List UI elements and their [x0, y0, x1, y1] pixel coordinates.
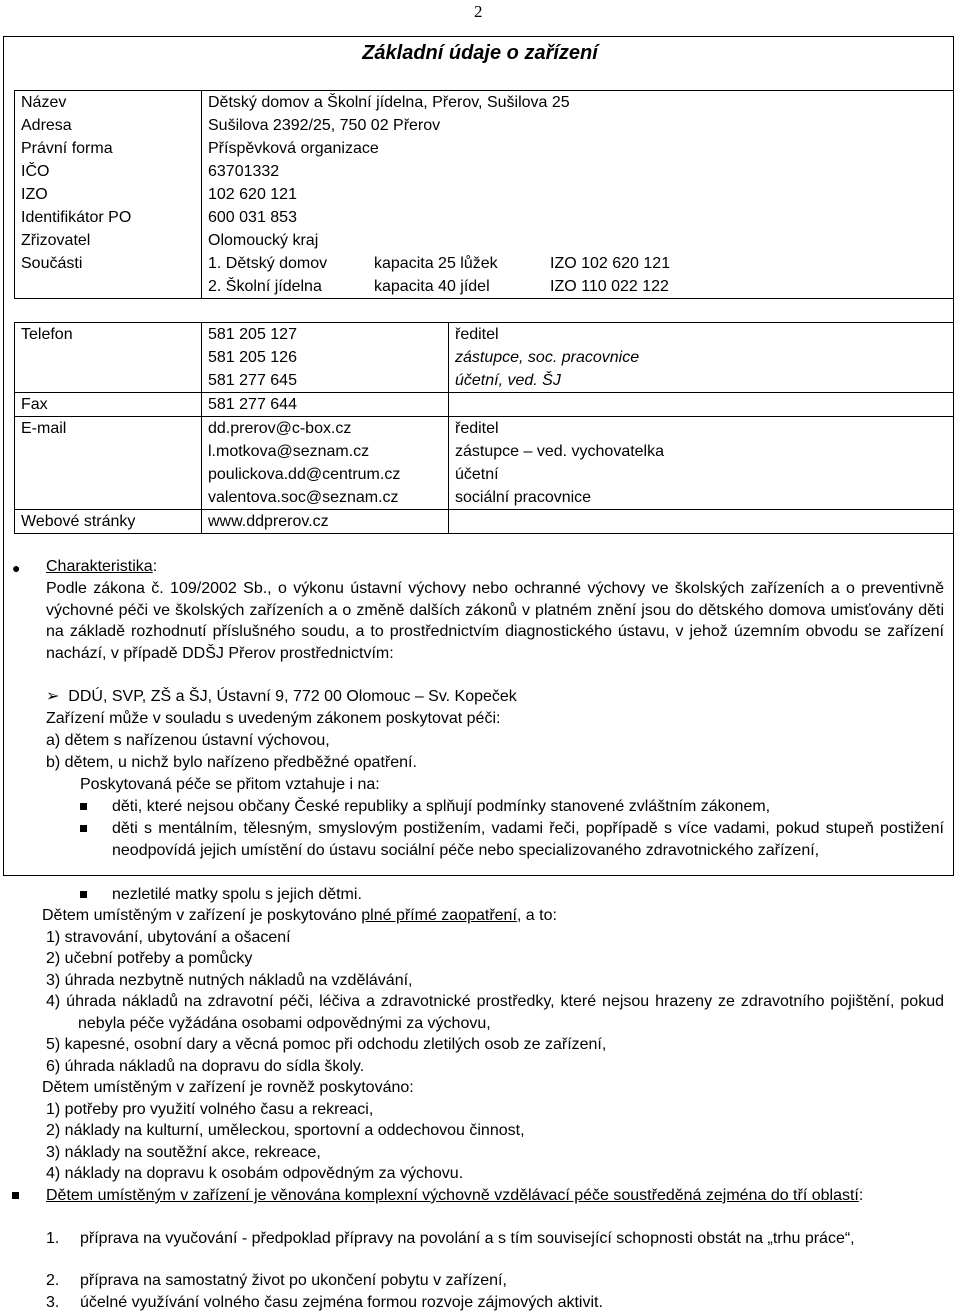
full-care-item: 3) úhrada nezbytně nutných nákladů na vzdělávání, — [46, 972, 413, 989]
complex-number: 1. — [46, 1230, 60, 1247]
component-row — [15, 252, 954, 275]
email-role: účetní — [449, 463, 954, 486]
page-title: Základní údaje o zařízení — [362, 42, 598, 64]
complex-item: účelné využívání volného času zejména formou rozvoje zájmových aktivit. — [80, 1294, 603, 1311]
arrow-icon: ➢ — [46, 688, 69, 705]
phone-role: účetní, ved. ŠJ — [449, 369, 954, 393]
email-label: E-mail — [15, 417, 202, 441]
phone-role: zástupce, soc. pracovnice — [449, 346, 954, 369]
info-value: Dětský domov a Školní jídelna, Přerov, Sušilova 25 — [202, 91, 954, 115]
component-izo: IZO 110 022 122 — [544, 275, 954, 299]
info-label: IČO — [15, 160, 202, 183]
full-care-item: 5) kapesné, osobní dary a věcná pomoc při odchodu zletilých osob ze zařízení, — [46, 1036, 607, 1053]
info-value: 102 620 121 — [202, 183, 954, 206]
info-row — [15, 114, 954, 137]
info-row — [15, 160, 954, 183]
email-role: zástupce – ved. vychovatelka — [449, 440, 954, 463]
fax-label: Fax — [15, 393, 202, 417]
phone-role: ředitel — [449, 323, 954, 347]
square-bullet-icon — [80, 803, 87, 810]
full-care-item: 6) úhrada nákladů na dopravu do sídla školy. — [46, 1058, 365, 1075]
info-row — [15, 91, 954, 115]
contacts-table — [14, 322, 954, 534]
care-intro: Zařízení může v souladu s uvedeným zákonem poskytovat péči: — [46, 710, 501, 727]
email-role: ředitel — [449, 417, 954, 441]
fax-number: 581 277 644 — [202, 393, 449, 417]
info-label: Název — [15, 91, 202, 115]
email-address[interactable]: dd.prerov@c-box.cz — [202, 417, 449, 441]
characteristics-heading: Charakteristika: — [46, 558, 158, 575]
info-value: Sušilova 2392/25, 750 02 Přerov — [202, 114, 954, 137]
complex-number: 3. — [46, 1294, 60, 1311]
also-item: 3) náklady na soutěžní akce, rekreace, — [46, 1144, 321, 1161]
component-name: 1. Dětský domov — [208, 255, 328, 272]
info-row — [15, 206, 954, 229]
full-care-item: 4) úhrada nákladů na zdravotní péči, léčiva a zdravotnické prostředky, které nejsou hrazeny ze zdravotního pojištění, pokud nebyla péče vyžádána osobami odpovědnými za výchovu, — [46, 993, 944, 1032]
square-bullet-icon — [12, 1185, 32, 1207]
complex-item: příprava na samostatný život po ukončení pobytu v zařízení, — [80, 1272, 507, 1289]
also-item: 2) náklady na kulturní, uměleckou, sportovní a oddechovou činnost, — [46, 1122, 525, 1139]
phone-number: 581 205 127 — [202, 323, 449, 347]
also-item: 1) potřeby pro využití volného času a rekreaci, — [46, 1101, 374, 1118]
component-name: 2. Školní jídelna — [202, 275, 369, 299]
also-item: 4) náklady na dopravu k osobám odpovědným za výchovu. — [46, 1165, 464, 1182]
arrow-item: ➢ DDÚ, SVP, ZŠ a ŠJ, Ústavní 9, 772 00 Olomouc – Sv. Kopeček — [46, 688, 517, 705]
email-role: sociální pracovnice — [449, 486, 954, 510]
info-label: IZO — [15, 183, 202, 206]
page-number: 2 — [474, 2, 483, 21]
web-label: Webové stránky — [15, 510, 202, 534]
full-care-item: 1) stravování, ubytování a ošacení — [46, 929, 291, 946]
applies-text: děti s mentálním, tělesným, smyslovým postižením, vadami řeči, popřípadě s více vadami, pokud stupeň postižení neodpovídá jejich umístění do ústavu sociální péče nebo specializovaného zdravotnického zařízení, — [112, 820, 944, 859]
components-label: Součásti — [15, 252, 202, 275]
info-table — [14, 90, 954, 299]
info-row — [15, 137, 954, 160]
phone-number: 581 205 126 — [202, 346, 449, 369]
care-item: a) dětem s nařízenou ústavní výchovou, — [46, 732, 330, 749]
bullet-icon: ● — [12, 560, 21, 576]
phone-number: 581 277 645 — [202, 369, 449, 393]
info-label: Zřizovatel — [15, 229, 202, 252]
info-row — [15, 183, 954, 206]
email-address[interactable]: poulickova.dd@centrum.cz — [202, 463, 449, 486]
info-value: Příspěvková organizace — [202, 137, 954, 160]
phone-label: Telefon — [15, 323, 202, 347]
web-link[interactable]: www.ddprerov.cz — [202, 510, 449, 534]
full-care-intro: Dětem umístěným v zařízení je poskytováno plné přímé zaopatření, a to: — [42, 907, 557, 924]
info-value: 63701332 — [202, 160, 954, 183]
info-row — [15, 229, 954, 252]
component-capacity: kapacita 25 lůžek — [374, 255, 498, 272]
info-value: 600 031 853 — [202, 206, 954, 229]
applies-text: nezletilé matky spolu s jejich dětmi. — [112, 886, 362, 903]
component-capacity: kapacita 40 jídel — [368, 275, 544, 299]
square-bullet-icon — [80, 818, 100, 840]
care-applies: Poskytovaná péče se přitom vztahuje i na: — [80, 776, 380, 793]
info-label: Adresa — [15, 114, 202, 137]
square-bullet-icon — [80, 884, 100, 906]
email-address[interactable]: valentova.soc@seznam.cz — [202, 486, 449, 510]
full-care-item: 2) učební potřeby a pomůcky — [46, 950, 253, 967]
info-label: Právní forma — [15, 137, 202, 160]
complex-number: 2. — [46, 1272, 60, 1289]
component-row — [15, 275, 954, 299]
info-label: Identifikátor PO — [15, 206, 202, 229]
component-izo: IZO 102 620 121 — [544, 252, 954, 275]
also-intro: Dětem umístěným v zařízení je rovněž poskytováno: — [42, 1079, 414, 1096]
complex-item: přípravа na vyučování - předpoklad přípravy na povolání a s tím související schopnosti obstát na „trhu práce“, — [80, 1230, 855, 1247]
info-value: Olomoucký kraj — [202, 229, 954, 252]
email-address[interactable]: l.motkova@seznam.cz — [202, 440, 449, 463]
applies-text: děti, které nejsou občany České republiky a splňují podmínky stanovené zvláštním zákonem, — [112, 798, 771, 815]
care-item: b) dětem, u nichž bylo nařízeno předběžné opatření. — [46, 754, 417, 771]
characteristics-paragraph: Podle zákona č. 109/2002 Sb., o výkonu ústavní výchovy nebo ochranné výchovy ve školských zařízeních a o preventivně výchovné péči ve školských zařízeních a o změně dalších zákonů v platném znění jsou do dětského domova umisťovány děti na základě rozhodnutí příslušného soudu, a to prostřednictvím diagnostického ústavu, v jehož územním obvodu se zařízení nachází, v případě DDŠJ Přerov prostřednictvím: — [46, 580, 944, 663]
complex-intro: Dětem umístěným v zařízení je věnována komplexní výchovně vzdělávací péče soustředěná zejména do tří oblastí: — [46, 1187, 864, 1204]
